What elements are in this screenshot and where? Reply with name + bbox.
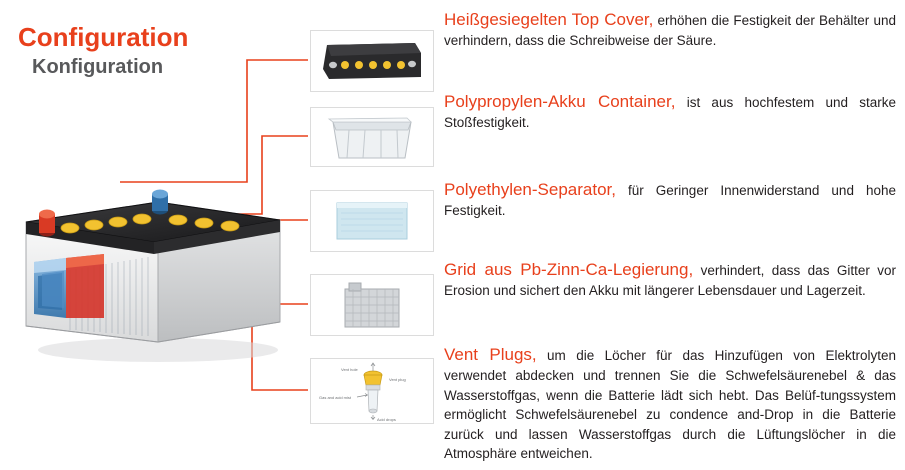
- entry-body: erhöhen die Festigkeit der Behälter und verhindern, dass die Schreibweise der Säure.: [444, 13, 896, 48]
- entry-body: ist aus hochfestem und starke Stoßfestigkeit.: [444, 95, 896, 130]
- entry-body: verhindert, dass das Gitter vor Erosion und sichert den Akku mit längerer Lebensdauer und Lagerzeit.: [444, 263, 896, 298]
- vent-plug-label: Vent plug: [389, 377, 406, 382]
- entry-lead: Grid aus Pb-Zinn-Ca-Legierung,: [444, 260, 694, 279]
- entry-text: [444, 90, 896, 133]
- page-subtitle: Konfiguration: [32, 56, 164, 78]
- entry-grid: [444, 258, 896, 301]
- entry-lead: Polyethylen-Separator,: [444, 180, 616, 199]
- separator-thumbnail[interactable]: [310, 190, 434, 252]
- acid-drops-label: Acid drops: [377, 417, 396, 422]
- entry-lead: Vent Plugs,: [444, 345, 537, 364]
- grid-thumbnail[interactable]: [310, 274, 434, 336]
- entry-body: für Geringer Innenwiderstand und hohe Festigkeit.: [444, 183, 896, 218]
- entry-vent-plugs: [444, 343, 896, 464]
- entry-text: [444, 178, 896, 221]
- vent-plug-thumbnail[interactable]: [310, 358, 434, 424]
- page-title: Configuration: [18, 22, 189, 52]
- gas-acid-mist-label: Gas and acid mist: [319, 395, 352, 400]
- entry-body: um die Löcher für das Hinzufügen von Elektrolyten verwendet abdecken und trennen Sie die Schwefelsäurenebel & das Wasserstoffgas, wenn die Batterie lädt sich hebt. Das Belüf-tungssystem ermöglicht Schwefelsäurenebel zu condence and-Drop in die Batterie zurück und lassen Wasserstoffgas durch die Lüftungslöcher in die Atmosphäre entweichen.: [444, 348, 896, 461]
- battery-illustration: [8, 150, 298, 365]
- entry-container: [444, 90, 896, 133]
- entry-text: [444, 258, 896, 301]
- container-thumbnail[interactable]: [310, 107, 434, 167]
- title-block: [18, 22, 248, 80]
- entry-text: [444, 343, 896, 464]
- entry-top-cover: [444, 8, 896, 51]
- entry-separator: [444, 178, 896, 221]
- entry-lead: Heißgesiegelten Top Cover,: [444, 10, 654, 29]
- entry-lead: Polypropylen-Akku Container,: [444, 92, 676, 111]
- vent-hole-label: Vent hole: [341, 367, 358, 372]
- entry-text: [444, 8, 896, 51]
- top-cover-thumbnail[interactable]: [310, 30, 434, 92]
